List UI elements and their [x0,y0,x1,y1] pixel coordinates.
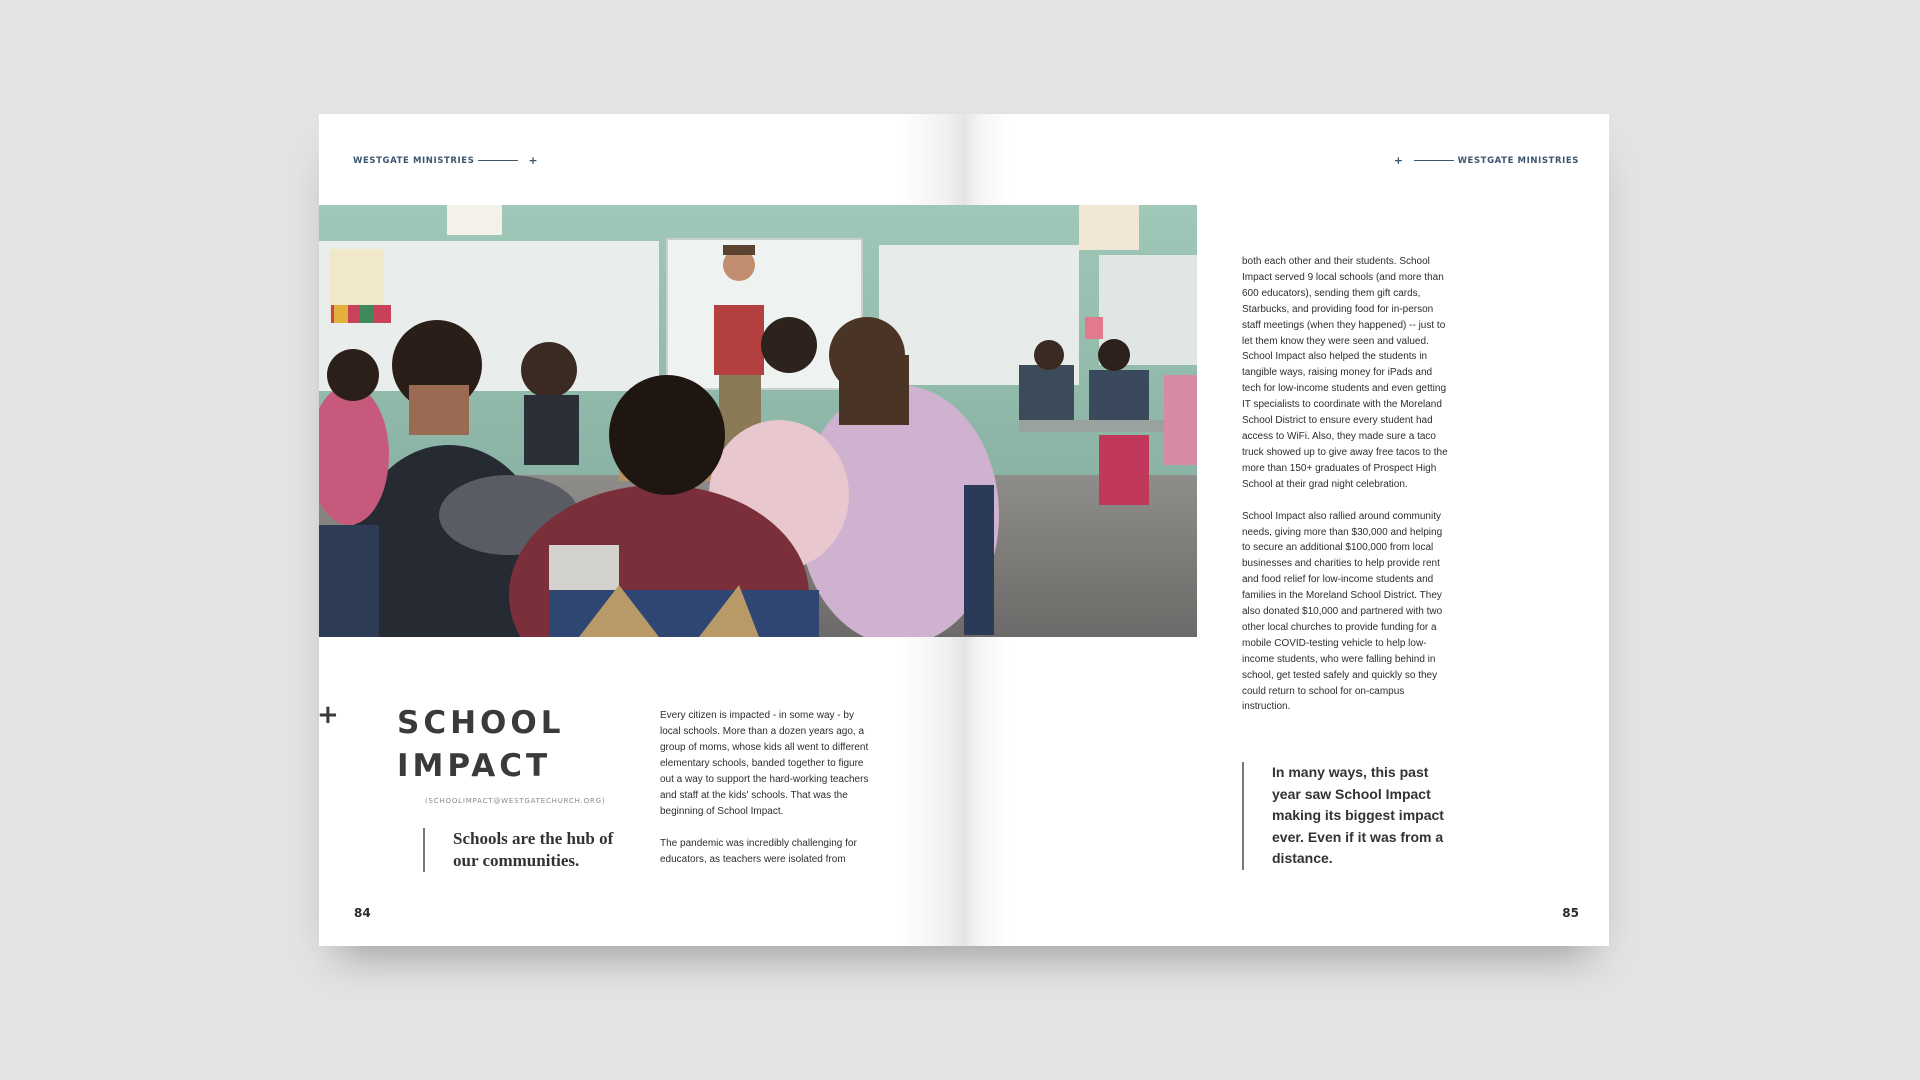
plus-icon: + [1393,154,1404,167]
classroom-photo-illustration [319,205,1197,637]
classroom-photo [319,205,1197,637]
title-line-2: IMPACT [397,748,552,784]
running-head-label: WESTGATE MINISTRIES [353,155,475,166]
plus-icon: + [317,700,339,730]
pull-quote-left: Schools are the hub of our communities. [423,828,633,872]
running-head-left [353,154,538,167]
paragraph: both each other and their students. School Impact served 9 local schools (and more than 600 educators), sending them gift cards, Starbucks, and providing food for in-person staff meetings (when they happened) -- just to let them know they were seen and valued. School Impact also helped the students in tangible ways, raising money for iPads and tech for low-income students and even getting IT specialists to coordinate with the Moreland School District to ensure every student had access to WiFi. Also, they made sure a taco truck showed up to give away free tacos to the more than 150+ graduates of Prospect High School at their grad night celebration. [1242,256,1448,490]
body-text-right [1242,254,1452,731]
contact-email: (SCHOOLIMPACT@WESTGATECHURCH.ORG) [425,797,606,805]
running-head-rule [478,160,518,161]
running-head-label: WESTGATE MINISTRIES [1457,155,1579,166]
pull-quote-right: In many ways, this past year saw School Impact making its biggest impact ever. Even if it was from a distance. [1242,762,1444,870]
running-head-right [1394,154,1579,167]
page-number-right: 85 [1562,906,1579,920]
running-head-rule [1414,160,1454,161]
paragraph: School Impact also rallied around community needs, giving more than $30,000 and helping to secure an additional $100,000 from local businesses and charities to help provide rent and food relief for low-income students and families in the Moreland School District. They also donated $10,000 and partnered with two other local churches to provide funding for a mobile COVID-testing vehicle to help low-income students, who were falling behind in school, get tested safely and quickly so they could return to school for on-campus instruction. [1242,510,1443,713]
magazine-spread [319,114,1609,946]
section-title [397,702,564,788]
left-page [319,114,965,946]
body-text-left [660,708,870,884]
title-line-1: SCHOOL [397,705,565,741]
page-number-left: 84 [354,906,371,920]
plus-icon: + [528,154,539,167]
paragraph: Every citizen is impacted - in some way - by local schools. More than a dozen years ago, a group of moms, whose kids all went to different elementary schools, banded together to figure out a way to support the hard-working teachers and staff at the kids' schools. That was the beginning of School Impact. [660,710,869,817]
paragraph: The pandemic was incredibly challenging for educators, as teachers were isolated from [660,838,857,865]
